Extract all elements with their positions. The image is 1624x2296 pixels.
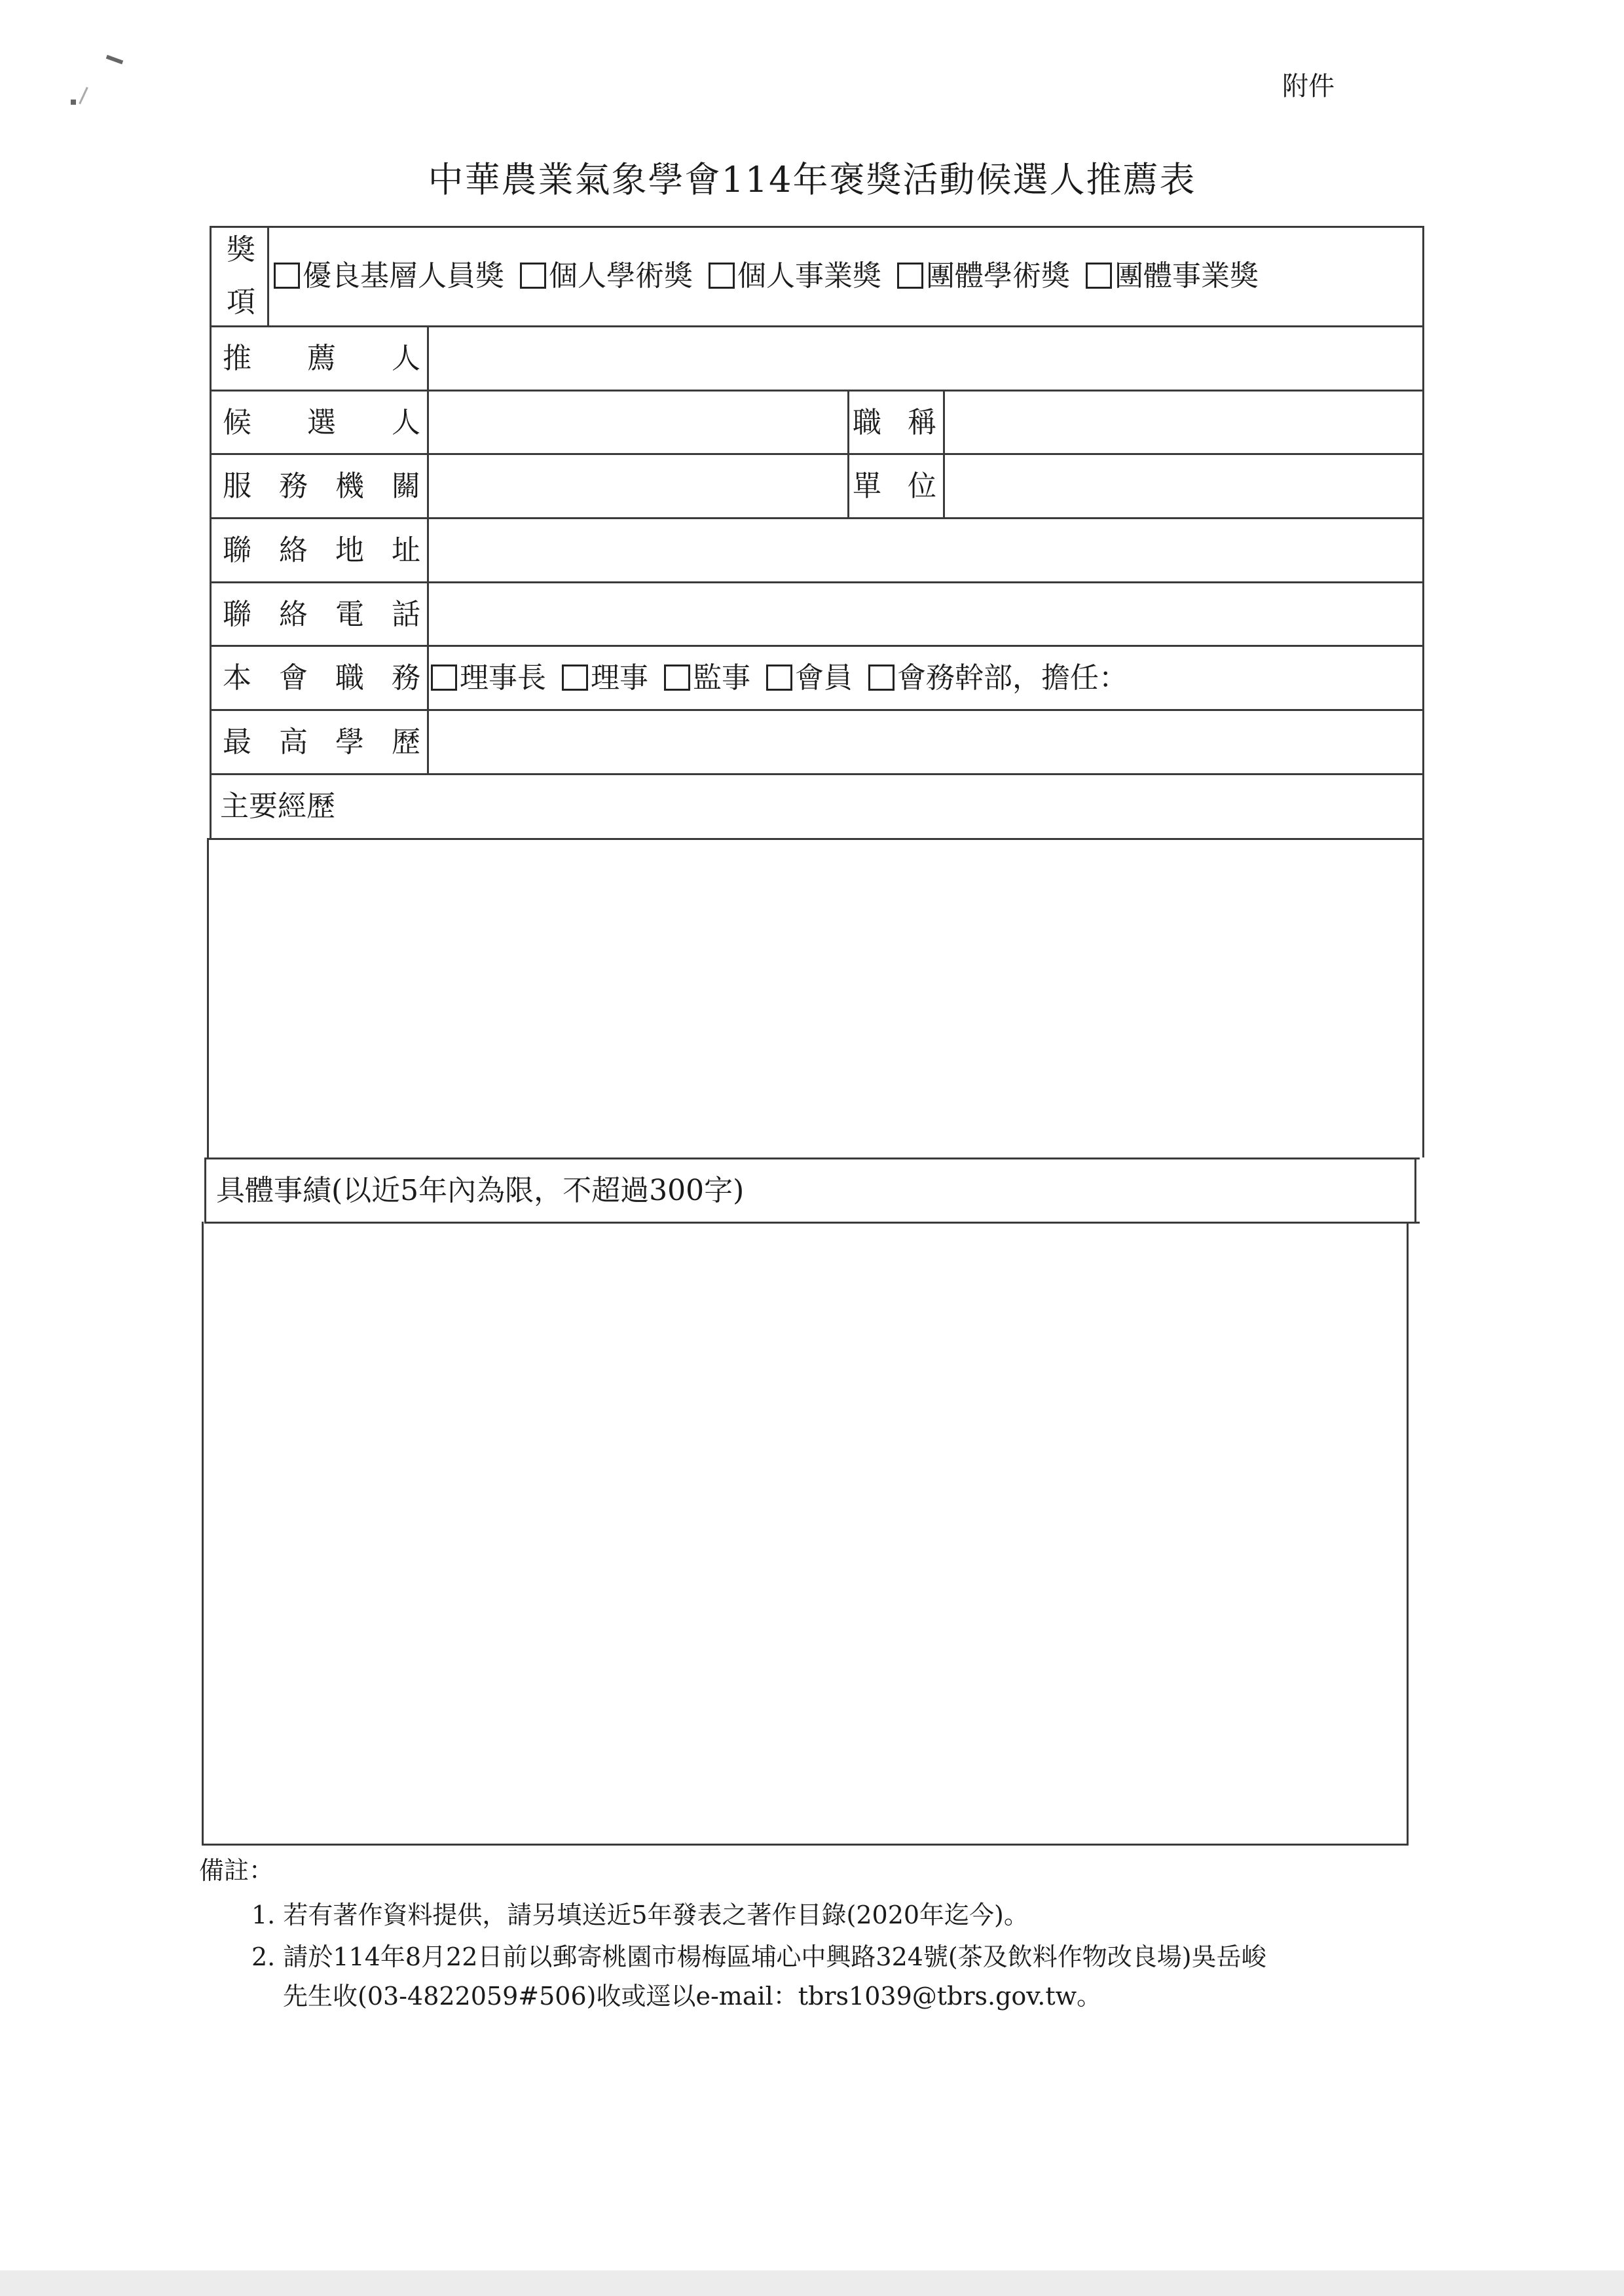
note-item-1: 1. 若有著作資料提供，請另填送近5年發表之著作目錄(2020年迄今)。 (251, 1901, 1029, 1929)
recommender-label (223, 344, 420, 373)
award-checkbox-5[interactable] (1086, 263, 1112, 289)
role-option-3: 監事 (693, 661, 750, 695)
award-label-bottom: 項 (227, 285, 255, 319)
note-item-2: 2. 請於114年8月22日前以郵寄桃園市楊梅區埔心中興路324號(茶及飲料作物改良場)吳岳峻 (251, 1942, 1266, 1971)
phone-field[interactable] (432, 585, 1418, 642)
label-char: 務 (392, 661, 420, 695)
label-char: 絡 (279, 534, 308, 567)
label-char: 歷 (392, 725, 420, 759)
award-checkbox-2[interactable] (520, 263, 546, 289)
experience-label: 主要經歷 (220, 790, 335, 823)
scan-mark (79, 87, 88, 105)
award-option-4: 團體學術獎 (926, 259, 1070, 293)
award-checkbox-4[interactable] (897, 263, 923, 289)
label-char: 高 (279, 725, 308, 759)
award-label-top: 獎 (227, 233, 255, 266)
label-char: 職 (853, 406, 881, 439)
award-checkbox-1[interactable] (274, 263, 300, 289)
label-char: 候 (223, 406, 251, 439)
unit-label (853, 469, 936, 503)
role-checkbox-4[interactable] (766, 665, 792, 691)
label-char: 會 (279, 661, 308, 695)
society-role-label (223, 661, 420, 695)
label-char: 電 (335, 598, 364, 631)
role-checkbox-5[interactable] (868, 665, 895, 691)
experience-field[interactable] (212, 842, 1418, 1155)
award-option-1: 優良基層人員獎 (303, 259, 504, 293)
role-option-4: 會員 (795, 661, 853, 695)
scan-mark (71, 100, 76, 105)
label-char: 學 (335, 725, 364, 759)
role-option-1: 理事長 (460, 661, 546, 695)
scan-edge (0, 2270, 1624, 2296)
phone-label (223, 600, 420, 629)
award-options (274, 259, 1259, 293)
award-checkbox-3[interactable] (709, 263, 735, 289)
label-char: 稱 (908, 406, 936, 439)
label-char: 本 (223, 661, 251, 695)
label-char: 職 (335, 661, 364, 695)
role-checkbox-1[interactable] (431, 665, 457, 691)
unit-field[interactable] (948, 456, 1418, 514)
label-char: 聯 (223, 598, 251, 631)
role-suffix: ，擔任： (1012, 661, 1128, 695)
notes-heading: 備註： (199, 1856, 274, 1885)
address-field[interactable] (432, 520, 1418, 578)
label-char: 位 (908, 469, 936, 503)
attachment-label: 附件 (1282, 71, 1335, 101)
role-option-2: 理事 (591, 661, 648, 695)
label-char: 地 (335, 534, 364, 567)
label-char: 人 (392, 342, 420, 375)
label-char: 務 (279, 469, 308, 503)
society-role-options (431, 661, 1128, 695)
note-item-2-cont: 先生收(03-4822059#506)收或逕以e-mail：tbrs1039@tbrs.gov.tw。 (283, 1982, 1102, 2011)
recommender-field[interactable] (432, 329, 1418, 386)
organization-field[interactable] (432, 456, 845, 514)
label-char: 機 (335, 469, 364, 503)
organization-label (223, 469, 420, 503)
label-char: 絡 (279, 598, 308, 631)
form-title: 中華農業氣象學會114年褒獎活動候選人推薦表 (428, 159, 1196, 200)
label-char: 服 (223, 469, 251, 503)
label-char: 推 (223, 342, 251, 375)
label-char: 薦 (307, 342, 336, 375)
label-char: 人 (392, 406, 420, 439)
role-checkbox-3[interactable] (664, 665, 690, 691)
achievements-label: 具體事績(以近5年內為限，不超過300字) (216, 1174, 745, 1207)
candidate-label (223, 406, 420, 439)
job-title-field[interactable] (948, 393, 1418, 450)
label-char: 關 (392, 469, 420, 503)
scan-mark (106, 55, 123, 65)
label-char: 單 (853, 469, 881, 503)
education-field[interactable] (432, 712, 1418, 770)
award-option-3: 個人事業獎 (737, 259, 881, 293)
label-char: 聯 (223, 534, 251, 567)
award-option-5: 團體事業獎 (1115, 259, 1259, 293)
role-option-5: 會務幹部 (897, 661, 1012, 695)
label-char: 話 (392, 598, 420, 631)
award-option-2: 個人學術獎 (549, 259, 693, 293)
achievements-field[interactable] (207, 1226, 1404, 1841)
job-title-label (853, 406, 936, 439)
address-label (223, 536, 420, 565)
education-label (223, 725, 420, 759)
label-char: 最 (223, 725, 251, 759)
label-char: 址 (392, 534, 420, 567)
role-checkbox-2[interactable] (562, 665, 588, 691)
candidate-field[interactable] (432, 393, 845, 450)
label-char: 選 (307, 406, 336, 439)
